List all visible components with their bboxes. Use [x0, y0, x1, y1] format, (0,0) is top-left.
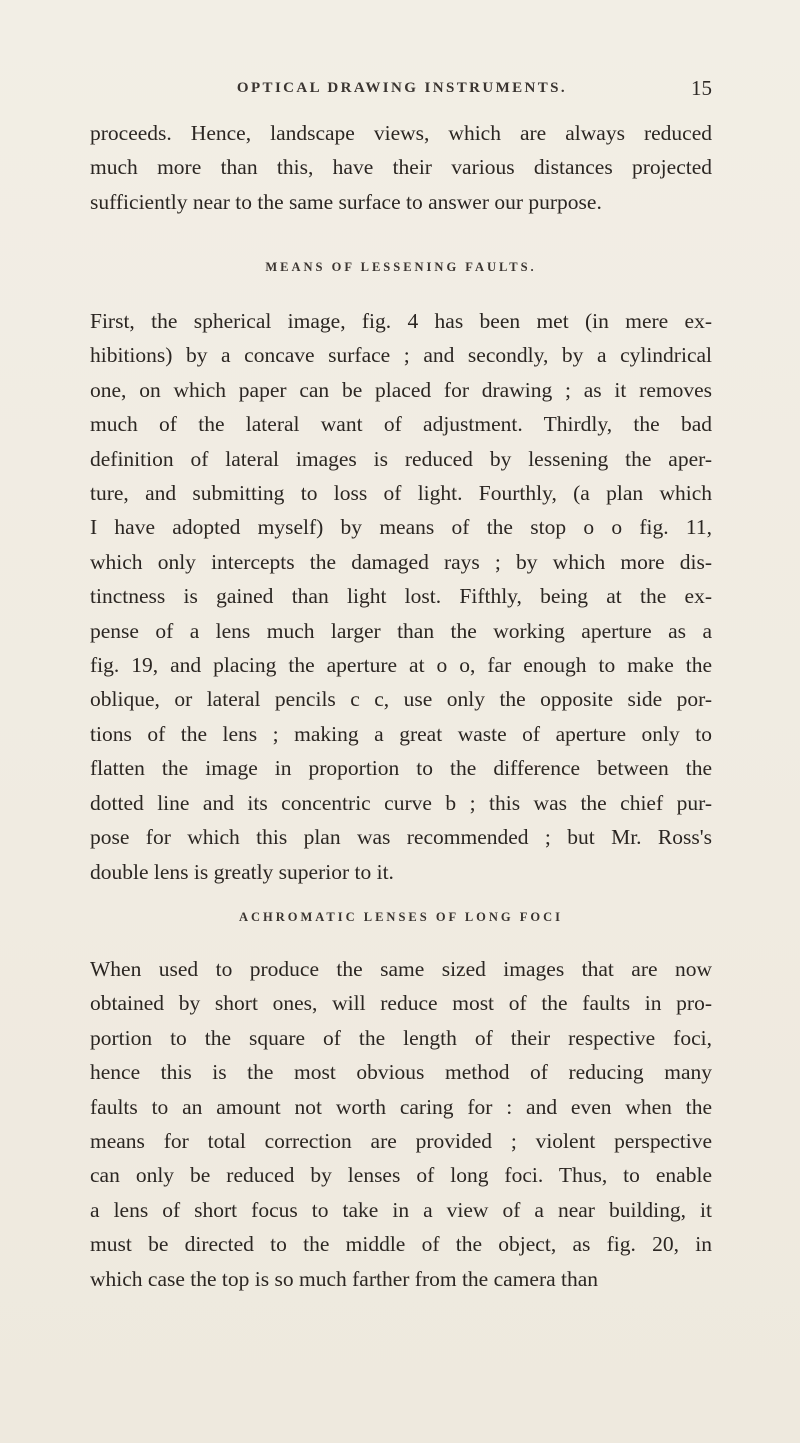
section-heading-means: MEANS OF LESSENING FAULTS. [265, 260, 537, 274]
running-head [92, 76, 712, 104]
text-line: which case the top is so much farther from the camera than [90, 1266, 599, 1291]
text-line: which only intercepts the damaged rays ; by which more dis- [90, 549, 712, 574]
text-line: much of the lateral want of adjustment. Thirdly, the bad [90, 412, 712, 437]
section-heading-achromatic: ACHROMATIC LENSES OF LONG FOCI [238, 910, 564, 924]
text-line: means for total correction are provided ; violent perspective [90, 1129, 712, 1154]
text-line: double lens is greatly superior to it. [90, 859, 394, 884]
text-line: I have adopted myself) by means of the stop o o fig. 11, [90, 515, 712, 540]
text-line: hibitions) by a concave surface ; and secondly, by a cylindrical [90, 343, 712, 368]
intro-paragraph [90, 116, 712, 219]
text-line: portion to the square of the length of their respective foci, [90, 1025, 712, 1050]
text-line: First, the spherical image, fig. 4 has been met (in mere ex- [90, 309, 712, 333]
text-line: hence this is the most obvious method of reducing many [90, 1060, 712, 1085]
text-line: dotted line and its concentric curve b ; this was the chief pur- [90, 790, 712, 815]
text-line: fig. 19, and placing the aperture at o o, far enough to make the [90, 653, 712, 678]
text-line: pose for which this plan was recommended ; but Mr. Ross's [90, 825, 712, 850]
text-line: obtained by short ones, will reduce most of the faults in pro- [90, 991, 712, 1016]
text-line: proceeds. Hence, landscape views, which are always reduced [90, 121, 712, 145]
running-title: OPTICAL DRAWING INSTRUMENTS. [236, 80, 568, 96]
paragraph-achromatic-lenses [90, 952, 712, 1296]
text-line: pense of a lens much larger than the working aperture as a [90, 618, 712, 643]
text-line: a lens of short focus to take in a view of a near building, it [90, 1197, 712, 1222]
page-number: 15 [691, 76, 712, 100]
text-line: flatten the image in proportion to the difference between the [90, 756, 712, 781]
text-line: faults to an amount not worth caring for : and even when the [90, 1094, 712, 1119]
text-line: one, on which paper can be placed for drawing ; as it removes [90, 377, 712, 402]
text-line: definition of lateral images is reduced by lessening the aper- [90, 446, 712, 471]
text-line: oblique, or lateral pencils c c, use only the opposite side por- [90, 687, 712, 712]
text-line: must be directed to the middle of the object, as fig. 20, in [90, 1232, 712, 1257]
text-line: tions of the lens ; making a great waste of aperture only to [90, 721, 712, 746]
paragraph-means-of-lessening-faults [90, 304, 712, 889]
text-line: can only be reduced by lenses of long foci. Thus, to enable [90, 1163, 712, 1188]
text-line: sufficiently near to the same surface to answer our purpose. [90, 189, 602, 214]
text-line: ture, and submitting to loss of light. Fourthly, (a plan which [90, 481, 712, 506]
text-line: tinctness is gained than light lost. Fifthly, being at the ex- [90, 584, 712, 609]
text-line: much more than this, have their various distances projected [90, 155, 712, 180]
text-line: When used to produce the same sized images that are now [90, 957, 712, 981]
